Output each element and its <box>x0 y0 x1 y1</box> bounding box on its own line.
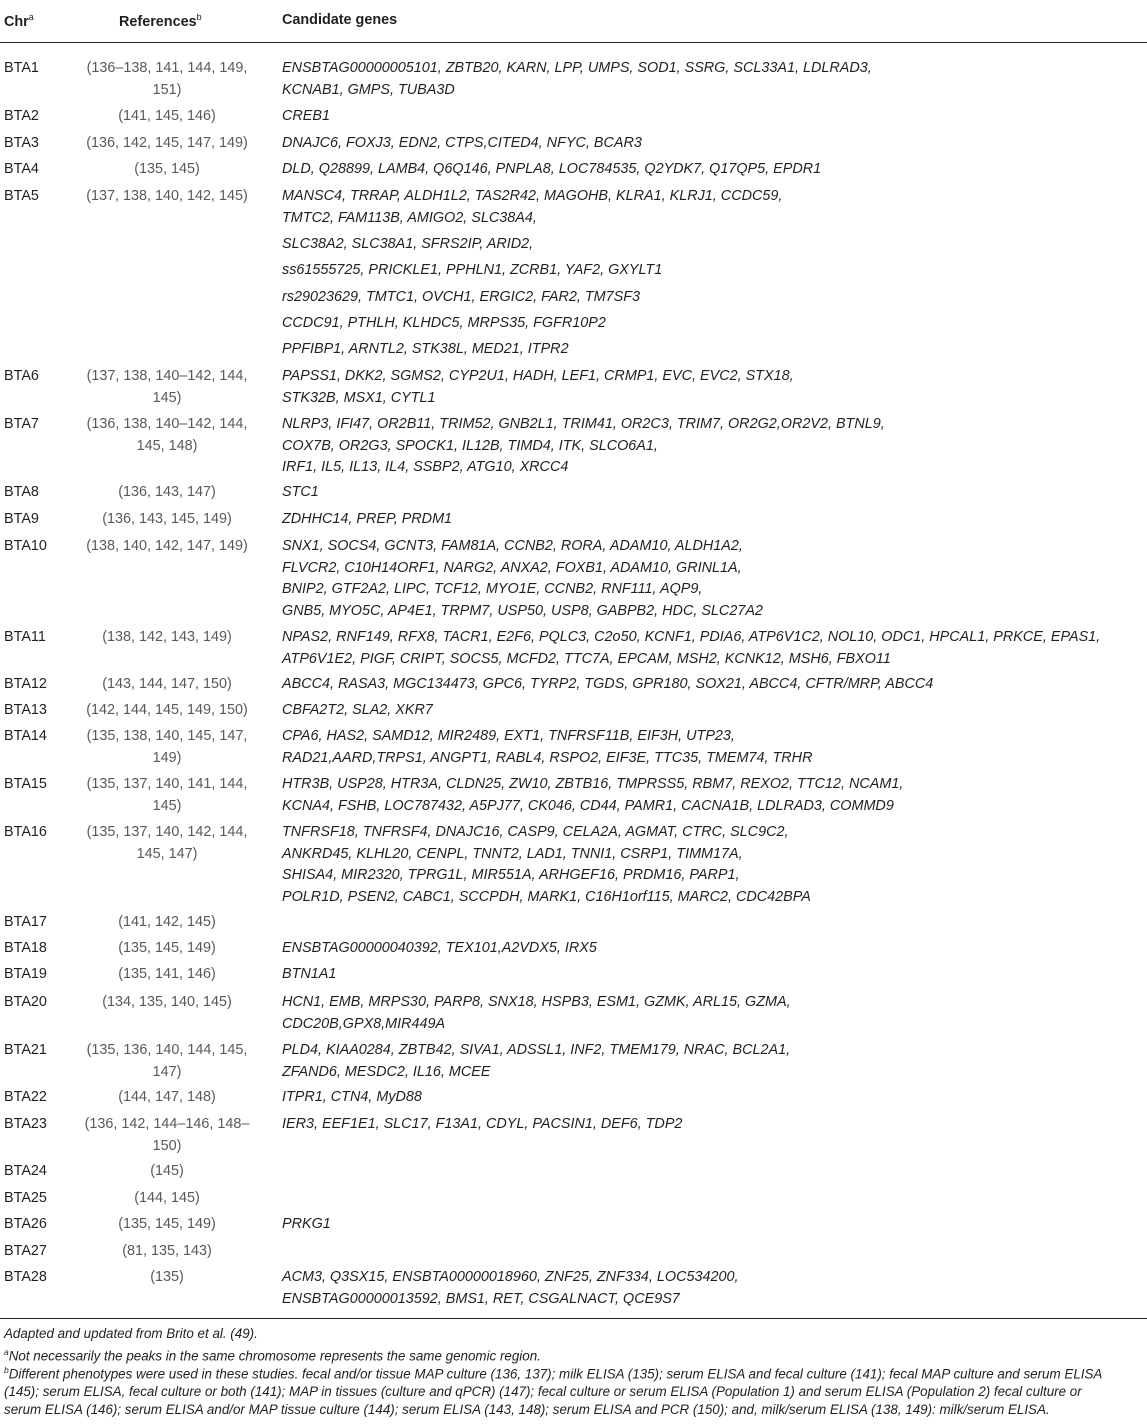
candidate-genes-cell <box>282 1114 1146 1136</box>
references-line: (143, 144, 147, 150) <box>102 676 232 692</box>
candidate-genes-line: DNAJC6, FOXJ3, EDN2, CTPS,CITED4, NFYC, BCAR3 <box>282 135 642 151</box>
candidate-genes-line: CCDC91, PTHLH, KLHDC5, MRPS35, FGFR10P2 <box>282 315 606 331</box>
candidate-genes-line: rs29023629, TMTC1, OVCH1, ERGIC2, FAR2, TM7SF3 <box>282 289 641 305</box>
references-line: 151) <box>152 81 182 98</box>
candidate-genes-cell <box>282 133 1146 155</box>
references-cell <box>72 1214 262 1236</box>
chromosome-cell: BTA8 <box>4 484 39 500</box>
references-line: (135, 141, 146) <box>118 966 216 982</box>
references-cell <box>72 1188 262 1210</box>
chromosome-cell: BTA6 <box>4 368 39 384</box>
references-line: 145) <box>152 797 182 814</box>
candidate-genes-cell <box>282 726 1146 769</box>
header-references: References$^b$ <box>119 12 202 30</box>
candidate-genes-line: NPAS2, RNF149, RFX8, TACR1, E2F6, PQLC3, C2o50, KCNF1, PDIA6, ATP6V1C2, NOL10, ODC1, HPCAL1, PRKCE, EPAS1, <box>282 629 1101 645</box>
references-line: (135) <box>150 1269 184 1285</box>
table-header <box>0 0 1147 43</box>
references-line: (135, 136, 140, 144, 145, <box>86 1042 248 1058</box>
references-line: (136, 142, 145, 147, 149) <box>86 135 248 151</box>
candidate-genes-cell <box>282 1087 1146 1109</box>
chromosome-cell: BTA11 <box>4 629 46 645</box>
candidate-genes-line: ENSBTAG00000040392, TEX101,A2VDX5, IRX5 <box>282 940 597 956</box>
chromosome-cell: BTA25 <box>4 1190 47 1206</box>
chromosome-cell: BTA23 <box>4 1116 47 1132</box>
candidate-genes-line: DLD, Q28899, LAMB4, Q6Q146, PNPLA8, LOC784535, Q2YDK7, Q17QP5, EPDR1 <box>282 161 822 177</box>
chromosome-cell: BTA2 <box>4 108 39 124</box>
candidate-genes-cell <box>282 260 1146 282</box>
candidate-genes-line: KCNA4, FSHB, LOC787432, A5PJ77, CK046, CD44, PAMR1, CACNA1B, LDLRAD3, COMMD9 <box>282 797 894 814</box>
references-cell <box>72 1087 262 1109</box>
references-line: (144, 145) <box>134 1190 200 1206</box>
candidate-genes-line: STC1 <box>282 484 319 500</box>
references-line: (135, 145) <box>134 161 200 177</box>
candidate-genes-cell <box>282 159 1146 181</box>
references-cell <box>72 1114 262 1157</box>
header-candidate-genes: Candidate genes <box>282 12 398 28</box>
references-line: (138, 142, 143, 149) <box>102 629 232 645</box>
candidate-genes-line: ENSBTAG00000005101, ZBTB20, KARN, LPP, UMPS, SOD1, SSRG, SCL33A1, LDLRAD3, <box>282 60 872 76</box>
chromosome-cell: BTA13 <box>4 702 47 718</box>
references-cell <box>72 1267 262 1289</box>
chromosome-cell: BTA26 <box>4 1216 47 1232</box>
candidate-genes-cell <box>282 992 1146 1035</box>
candidate-genes-line: CBFA2T2, SLA2, XKR7 <box>282 702 433 718</box>
chromosome-cell: BTA21 <box>4 1042 47 1058</box>
chromosome-cell: BTA17 <box>4 914 47 930</box>
references-line: (136, 143, 147) <box>118 484 216 500</box>
references-cell <box>72 536 262 558</box>
candidate-genes-line: ITPR1, CTN4, MyD88 <box>282 1089 422 1105</box>
references-cell <box>72 822 262 865</box>
candidate-genes-line: BTN1A1 <box>282 966 337 982</box>
candidate-genes-cell <box>282 234 1146 256</box>
candidate-genes-line: SLC38A2, SLC38A1, SFRS2IP, ARID2, <box>282 236 534 252</box>
table-bottom-rule <box>0 1318 1147 1319</box>
candidate-genes-cell <box>282 482 1146 504</box>
chromosome-cell: BTA3 <box>4 135 39 151</box>
references-line: 145, 147) <box>136 845 198 862</box>
chromosome-cell: BTA4 <box>4 161 39 177</box>
references-line: (141, 142, 145) <box>118 914 216 930</box>
candidate-genes-cell <box>282 1040 1146 1083</box>
references-cell <box>72 1040 262 1083</box>
candidate-genes-line: NLRP3, IFI47, OR2B11, TRIM52, GNB2L1, TRIM41, OR2C3, TRIM7, OR2G2,OR2V2, BTNL9, <box>282 416 885 432</box>
candidate-genes-cell <box>282 509 1146 531</box>
references-line: (134, 135, 140, 145) <box>102 994 232 1010</box>
candidate-genes-line: ZDHHC14, PREP, PRDM1 <box>282 511 453 527</box>
footnote-adapted: Adapted and updated from Brito et al. (49). <box>4 1326 258 1341</box>
candidate-genes-line: FLVCR2, C10H14ORF1, NARG2, ANXA2, FOXB1, ADAM10, GRINL1A, <box>282 559 742 576</box>
references-line: (145) <box>150 1163 184 1179</box>
candidate-genes-line: ABCC4, RASA3, MGC134473, GPC6, TYRP2, TGDS, GPR180, SOX21, ABCC4, CFTR/MRP, ABCC4 <box>282 676 934 692</box>
references-line: (137, 138, 140, 142, 145) <box>86 188 248 204</box>
candidate-genes-line: GNB5, MYO5C, AP4E1, TRPM7, USP50, USP8, GABPB2, HDC, SLC27A2 <box>282 602 763 619</box>
chromosome-cell: BTA7 <box>4 416 39 432</box>
candidate-genes-cell <box>282 674 1146 696</box>
candidate-genes-cell <box>282 700 1146 722</box>
references-line: (137, 138, 140–142, 144, <box>86 368 248 384</box>
candidate-genes-line: TMTC2, FAM113B, AMIGO2, SLC38A4, <box>282 209 537 226</box>
candidate-genes-cell <box>282 1267 1146 1310</box>
candidate-genes-line: IER3, EEF1E1, SLC17, F13A1, CDYL, PACSIN1, DEF6, TDP2 <box>282 1116 683 1132</box>
references-cell <box>72 509 262 531</box>
references-cell <box>72 133 262 155</box>
chromosome-cell: BTA12 <box>4 676 47 692</box>
candidate-genes-cell <box>282 287 1146 309</box>
candidate-genes-line: RAD21,AARD,TRPS1, ANGPT1, RABL4, RSPO2, EIF3E, TTC35, TMEM74, TRHR <box>282 749 813 766</box>
footnote-a: $^a$Not necessarily the peaks in the same chromosome represents the same genomic region. <box>4 1347 541 1364</box>
candidate-genes-line: SHISA4, MIR2320, TPRG1L, MIR551A, ARHGEF16, PRDM16, PARP1, <box>282 867 740 883</box>
candidate-genes-line: POLR1D, PSEN2, CABC1, SCCPDH, MARK1, C16H1orf115, MARC2, CDC42BPA <box>282 888 811 905</box>
references-line: (135, 138, 140, 145, 147, <box>86 728 248 744</box>
candidate-genes-line: CPA6, HAS2, SAMD12, MIR2489, EXT1, TNFRSF11B, EIF3H, UTP23, <box>282 728 735 744</box>
references-cell <box>72 58 262 101</box>
candidate-genes-line: PRKG1 <box>282 1216 331 1232</box>
references-cell <box>72 674 262 696</box>
candidate-genes-cell <box>282 58 1146 101</box>
references-line: (135, 137, 140, 142, 144, <box>86 824 248 840</box>
references-cell <box>72 912 262 934</box>
candidate-genes-cell <box>282 627 1146 670</box>
references-line: (138, 140, 142, 147, 149) <box>86 538 248 554</box>
candidate-genes-cell <box>282 822 1146 908</box>
candidate-genes-line: MANSC4, TRRAP, ALDH1L2, TAS2R42, MAGOHB, KLRA1, KLRJ1, CCDC59, <box>282 188 783 204</box>
references-line: (144, 147, 148) <box>118 1089 216 1105</box>
references-cell <box>72 186 262 208</box>
references-cell <box>72 627 262 649</box>
header-chr: Chr$^a$ <box>4 12 34 30</box>
references-cell <box>72 106 262 128</box>
chromosome-cell: BTA5 <box>4 188 39 204</box>
candidate-genes-cell <box>282 366 1146 409</box>
candidate-genes-line: ANKRD45, KLHL20, CENPL, TNNT2, LAD1, TNNI1, CSRP1, TIMM17A, <box>282 845 743 862</box>
references-line: (135, 145, 149) <box>118 940 216 956</box>
candidate-genes-line: ENSBTAG00000013592, BMS1, RET, CSGALNACT, QCE9S7 <box>282 1290 680 1307</box>
candidate-genes-cell <box>282 1214 1146 1236</box>
chromosome-cell: BTA28 <box>4 1269 47 1285</box>
candidate-genes-line: KCNAB1, GMPS, TUBA3D <box>282 81 455 98</box>
candidate-genes-cell <box>282 964 1146 986</box>
candidate-genes-cell <box>282 313 1146 335</box>
candidate-genes-line: SNX1, SOCS4, GCNT3, FAM81A, CCNB2, RORA, ADAM10, ALDH1A2, <box>282 538 743 554</box>
chromosome-cell: BTA15 <box>4 776 47 792</box>
references-cell <box>72 992 262 1014</box>
candidate-genes-line: BNIP2, GTF2A2, LIPC, TCF12, MYO1E, CCNB2, RNF111, AQP9, <box>282 581 703 597</box>
references-cell <box>72 414 262 457</box>
references-line: (142, 144, 145, 149, 150) <box>86 702 248 718</box>
references-line: (81, 135, 143) <box>122 1243 212 1259</box>
chromosome-cell: BTA22 <box>4 1089 47 1105</box>
candidate-genes-line: CREB1 <box>282 108 330 124</box>
references-cell <box>72 726 262 769</box>
candidate-genes-line: ACM3, Q3SX15, ENSBTA00000018960, ZNF25, ZNF334, LOC534200, <box>282 1269 739 1285</box>
candidate-genes-line: STK32B, MSX1, CYTL1 <box>282 389 436 406</box>
candidate-genes-line: PAPSS1, DKK2, SGMS2, CYP2U1, HADH, LEF1, CRMP1, EVC, EVC2, STX18, <box>282 368 794 384</box>
chromosome-cell: BTA14 <box>4 728 47 744</box>
chromosome-cell: BTA20 <box>4 994 47 1010</box>
chromosome-cell: BTA10 <box>4 538 47 554</box>
references-cell <box>72 700 262 722</box>
candidate-genes-line: CDC20B,GPX8,MIR449A <box>282 1015 446 1032</box>
references-line: (136, 142, 144–146, 148– <box>84 1116 250 1132</box>
references-line: (136, 143, 145, 149) <box>102 511 232 527</box>
candidate-genes-cell <box>282 339 1146 361</box>
candidate-genes-line: PLD4, KIAA0284, ZBTB42, SIVA1, ADSSL1, INF2, TMEM179, NRAC, BCL2A1, <box>282 1042 791 1058</box>
references-cell <box>72 774 262 817</box>
candidate-genes-line: ss61555725, PRICKLE1, PPHLN1, ZCRB1, YAF2, GXYLT1 <box>282 262 663 278</box>
references-cell <box>72 938 262 960</box>
chromosome-cell: BTA16 <box>4 824 47 840</box>
candidate-genes-line: ATP6V1E2, PIGF, CRIPT, SOCS5, MCFD2, TTC7A, EPCAM, MSH2, KCNK12, MSH6, FBXO11 <box>282 650 891 667</box>
references-line: (135, 137, 140, 141, 144, <box>86 776 248 792</box>
candidate-genes-cell <box>282 186 1146 229</box>
references-line: (135, 145, 149) <box>118 1216 216 1232</box>
candidate-genes-line: HTR3B, USP28, HTR3A, CLDN25, ZW10, ZBTB16, TMPRSS5, RBM7, REXO2, TTC12, NCAM1, <box>282 776 904 792</box>
references-cell <box>72 1161 262 1183</box>
candidate-genes-cell <box>282 774 1146 817</box>
references-line: (136–138, 141, 144, 149, <box>86 60 248 76</box>
chromosome-cell: BTA27 <box>4 1243 47 1259</box>
candidate-genes-cell <box>282 536 1146 622</box>
references-line: 149) <box>152 749 182 766</box>
references-cell <box>72 366 262 409</box>
candidate-genes-line: COX7B, OR2G3, SPOCK1, IL12B, TIMD4, ITK, SLCO6A1, <box>282 437 658 454</box>
candidate-genes-cell <box>282 106 1146 128</box>
references-cell <box>72 964 262 986</box>
candidate-genes-line: PPFIBP1, ARNTL2, STK38L, MED21, ITPR2 <box>282 341 569 357</box>
references-line: 150) <box>152 1137 182 1154</box>
references-line: (136, 138, 140–142, 144, <box>86 416 248 432</box>
candidate-genes-line: HCN1, EMB, MRPS30, PARP8, SNX18, HSPB3, ESM1, GZMK, ARL15, GZMA, <box>282 994 791 1010</box>
references-line: 145, 148) <box>136 437 198 454</box>
chromosome-cell: BTA19 <box>4 966 47 982</box>
references-line: (141, 145, 146) <box>118 108 216 124</box>
references-cell <box>72 1241 262 1263</box>
chromosome-cell: BTA18 <box>4 940 47 956</box>
references-cell <box>72 159 262 181</box>
candidate-genes-line: TNFRSF18, TNFRSF4, DNAJC16, CASP9, CELA2A, AGMAT, CTRC, SLC9C2, <box>282 824 789 840</box>
chromosome-cell: BTA1 <box>4 60 39 76</box>
candidate-genes-cell <box>282 938 1146 960</box>
references-line: 145) <box>152 389 182 406</box>
chromosome-cell: BTA9 <box>4 511 39 527</box>
references-cell <box>72 482 262 504</box>
footnote-b: $^b$Different phenotypes were used in these studies. fecal and/or tissue MAP culture (136, 137); milk ELISA (135); serum ELISA and fecal culture (141); fecal MAP culture and serum ELISA (145); serum ELISA, fecal culture or both (141); MAP in tissues (culture and qPCR) (147); fecal culture or serum ELISA (Population 1) and serum ELISA (Population 2) fecal culture or serum ELISA (146); serum ELISA and/or MAP tissue culture (144); serum ELISA (143, 148); serum ELISA and PCR (150); and, milk/serum ELISA (138, 149): milk/serum ELISA. <box>4 1365 1103 1418</box>
chromosome-cell: BTA24 <box>4 1163 47 1179</box>
candidate-genes-line: ZFAND6, MESDC2, IL16, MCEE <box>282 1063 491 1080</box>
references-line: 147) <box>152 1063 182 1080</box>
candidate-genes-cell <box>282 414 1146 479</box>
candidate-genes-line: IRF1, IL5, IL13, IL4, SSBP2, ATG10, XRCC4 <box>282 459 569 475</box>
